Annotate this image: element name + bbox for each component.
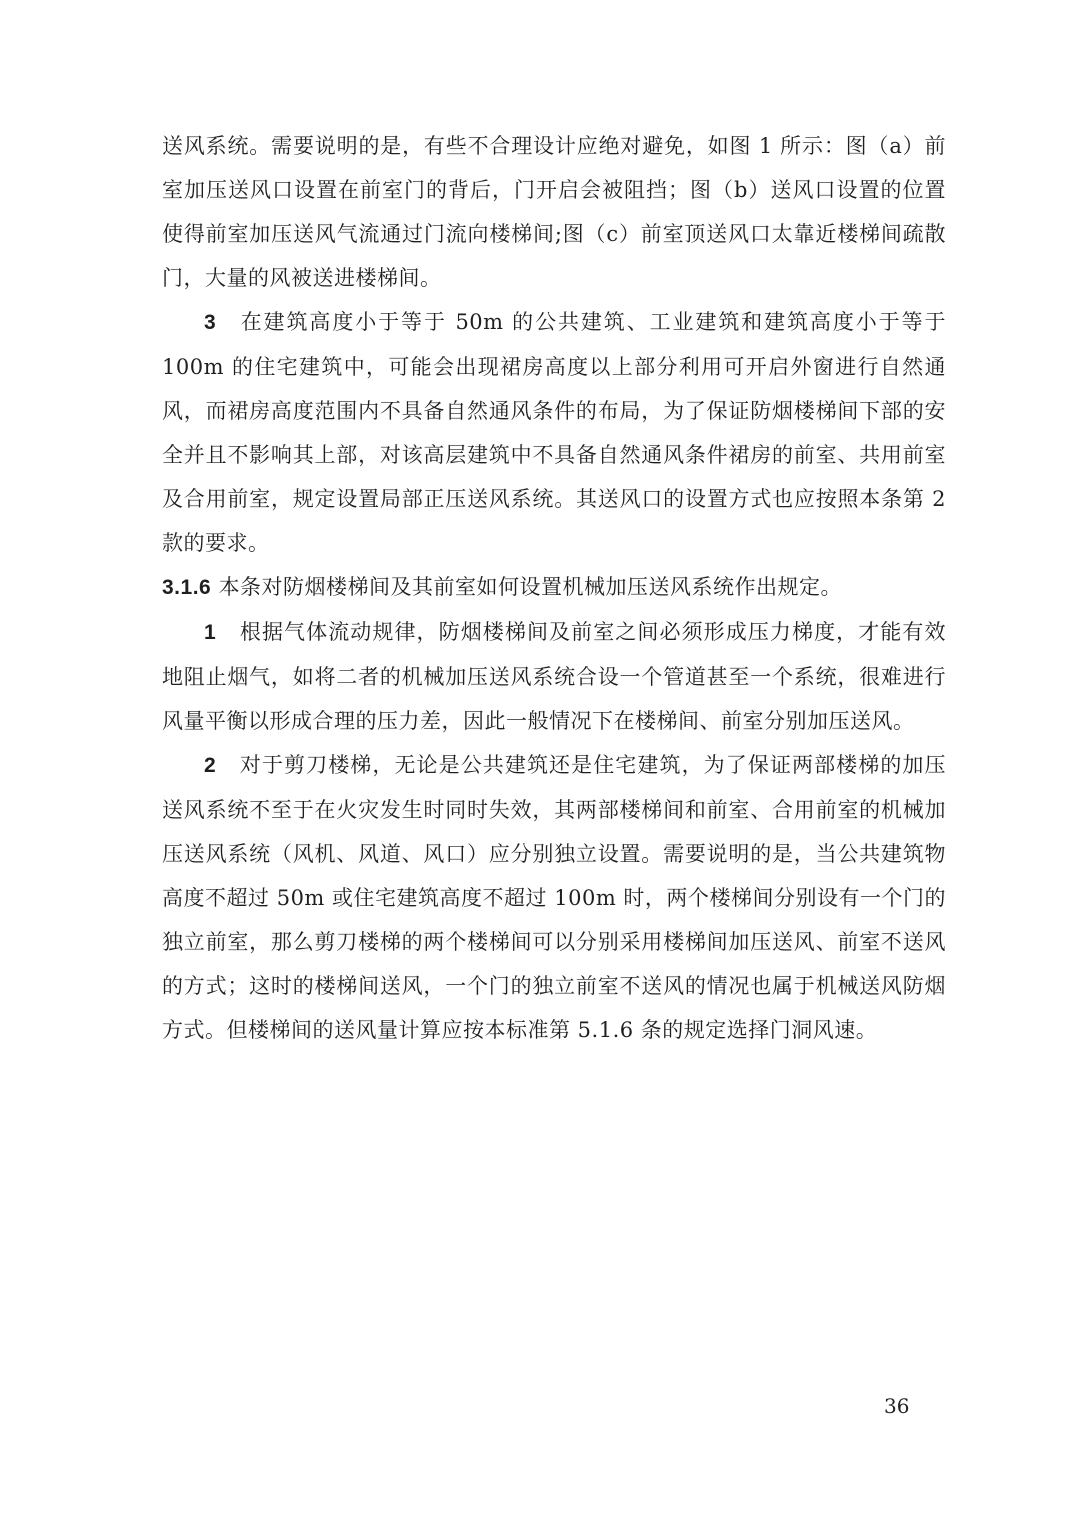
paragraph-number: 2 (204, 754, 217, 777)
paragraph-clause-2 (162, 743, 946, 1052)
paragraph-text: 对于剪刀楼梯，无论是公共建筑还是住宅建筑，为了保证两部楼梯的加压送风系统不至于在火灾发生时同时失效，其两部楼梯间和前室、合用前室的机械加压送风系统（风机、风道、风口）应分别独立设置。需要说明的是，当公共建筑物高度不超过 50m 或住宅建筑高度不超过 100m 时，两个楼梯间分别设有一个门的独立前室，那么剪刀楼梯的两个楼梯间可以分别采用楼梯间加压送风、前室不送风的方式；这时的楼梯间送风，一个门的独立前室不送风的情况也属于机械送风防烟方式。但楼梯间的送风量计算应按本标准第 5.1.6 条的规定选择门洞风速。 (162, 753, 946, 1042)
paragraph-text: 送风系统。需要说明的是，有些不合理设计应绝对避免，如图 1 所示：图（a）前室加压送风口设置在前室门的背后，门开启会被阻挡；图（b）送风口设置的位置使得前室加压送风气流通过门流向楼梯间;图（c）前室顶送风口太靠近楼梯间疏散门，大量的风被送进楼梯间。 (162, 134, 946, 290)
paragraph-text: 本条对防烟楼梯间及其前室如何设置机械加压送风系统作出规定。 (218, 575, 843, 599)
paragraph-section-3-1-6 (162, 565, 946, 610)
section-number: 3.1.6 (162, 576, 212, 599)
paragraph-text: 根据气体流动规律，防烟楼梯间及前室之间必须形成压力梯度，才能有效地阻止烟气，如将二者的机械加压送风系统合设一个管道甚至一个系统，很难进行风量平衡以形成合理的压力差，因此一般情况下在楼梯间、前室分别加压送风。 (162, 620, 946, 733)
paragraph-clause-1 (162, 610, 946, 743)
paragraph-number: 1 (204, 621, 217, 644)
paragraph-continuation (162, 124, 946, 300)
paragraph-clause-3 (162, 300, 946, 565)
paragraph-text: 在建筑高度小于等于 50m 的公共建筑、工业建筑和建筑高度小于等于 100m 的住宅建筑中，可能会出现裙房高度以上部分利用可开启外窗进行自然通风，而裙房高度范围内不具备自然通风条件的布局，为了保证防烟楼梯间下部的安全并且不影响其上部，对该高层建筑中不具备自然通风条件裙房的前室、共用前室及合用前室，规定设置局部正压送风系统。其送风口的设置方式也应按照本条第 2 款的要求。 (162, 310, 946, 555)
page-number: 36 (884, 1394, 910, 1418)
page-body-text (162, 124, 946, 1052)
paragraph-number: 3 (204, 311, 217, 334)
